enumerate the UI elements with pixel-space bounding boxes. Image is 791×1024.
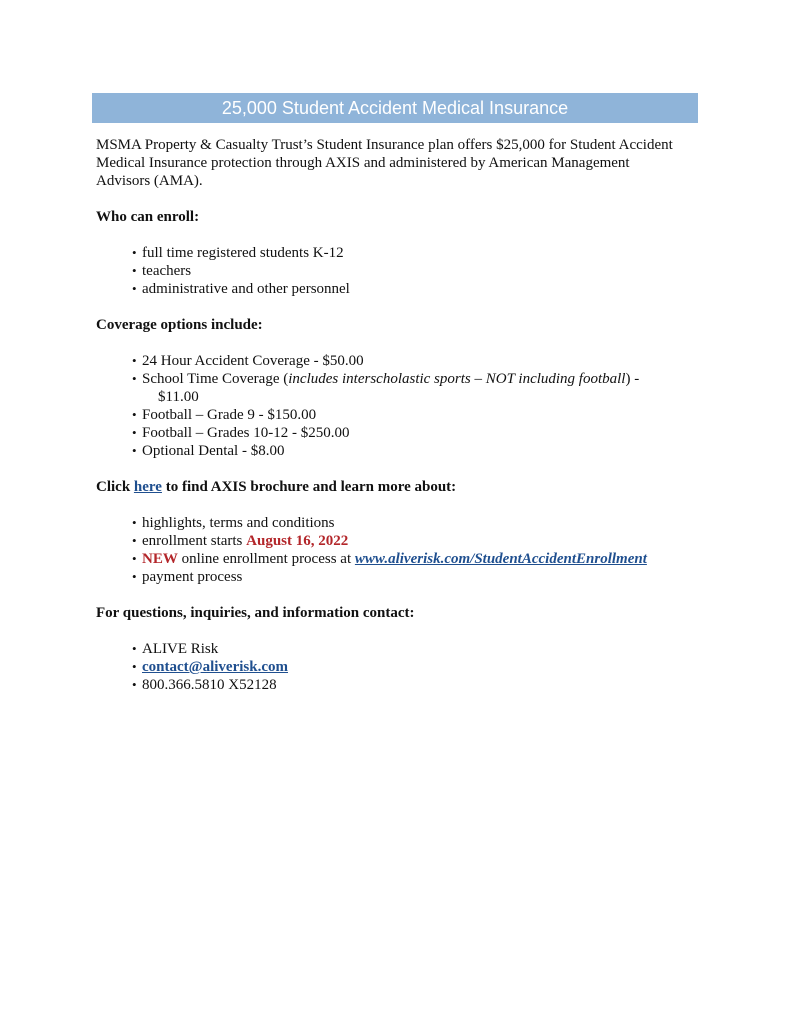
contact-heading: For questions, inquiries, and information contact: xyxy=(96,605,415,621)
list-item: • full time registered students K-12 xyxy=(132,244,686,262)
contact-list xyxy=(96,640,686,694)
list-item xyxy=(132,550,686,568)
enroll-list xyxy=(96,244,686,298)
coverage-text: School Time Coverage ( xyxy=(142,371,289,387)
document-body xyxy=(96,136,686,712)
contact-email-link[interactable]: contact@aliverisk.com xyxy=(142,659,289,675)
click-pre: Click xyxy=(96,479,131,495)
coverage-heading: Coverage options include: xyxy=(96,317,263,333)
contact-name: • ALIVE Risk xyxy=(132,640,686,658)
enrollment-text: enrollment starts xyxy=(142,533,243,549)
coverage-italic-note: includes interscholastic sports – NOT including football xyxy=(288,371,626,387)
coverage-text: ) - xyxy=(625,371,640,387)
list-item xyxy=(132,658,686,676)
new-badge: NEW xyxy=(142,551,178,567)
list-item: • 24 Hour Accident Coverage - $50.00 xyxy=(132,352,686,370)
page-title: 25,000 Student Accident Medical Insurance xyxy=(221,98,569,118)
click-post: to find AXIS brochure and learn more about: xyxy=(165,479,457,495)
list-item: • payment process xyxy=(132,568,686,586)
list-item: • teachers xyxy=(132,262,686,280)
list-item xyxy=(132,370,686,406)
page-title-banner xyxy=(92,93,698,123)
enroll-heading: Who can enroll: xyxy=(96,209,200,225)
intro-paragraph: MSMA Property & Casualty Trust’s Student Insurance plan offers $25,000 for Student Accident Medical Insurance protection through AXIS and administered by American Management Advisors (AMA). xyxy=(96,137,673,189)
coverage-price: $11.00 xyxy=(158,389,199,405)
list-item: • administrative and other personnel xyxy=(132,280,686,298)
list-item: • highlights, terms and conditions xyxy=(132,514,686,532)
list-item: • Football – Grades 10-12 - $250.00 xyxy=(132,424,686,442)
enrollment-date: August 16, 2022 xyxy=(246,533,349,549)
list-item: • Optional Dental - $8.00 xyxy=(132,442,686,460)
coverage-list xyxy=(96,352,686,460)
enrollment-process-text: online enrollment process at xyxy=(181,551,352,567)
brochure-list xyxy=(96,514,686,586)
list-item: • Football – Grade 9 - $150.00 xyxy=(132,406,686,424)
list-item xyxy=(132,532,686,550)
brochure-link[interactable]: here xyxy=(133,479,162,495)
enrollment-url-link[interactable]: www.aliverisk.com/StudentAccidentEnrollment xyxy=(354,551,647,567)
contact-phone: • 800.366.5810 X52128 xyxy=(132,676,686,694)
click-heading xyxy=(96,478,686,496)
